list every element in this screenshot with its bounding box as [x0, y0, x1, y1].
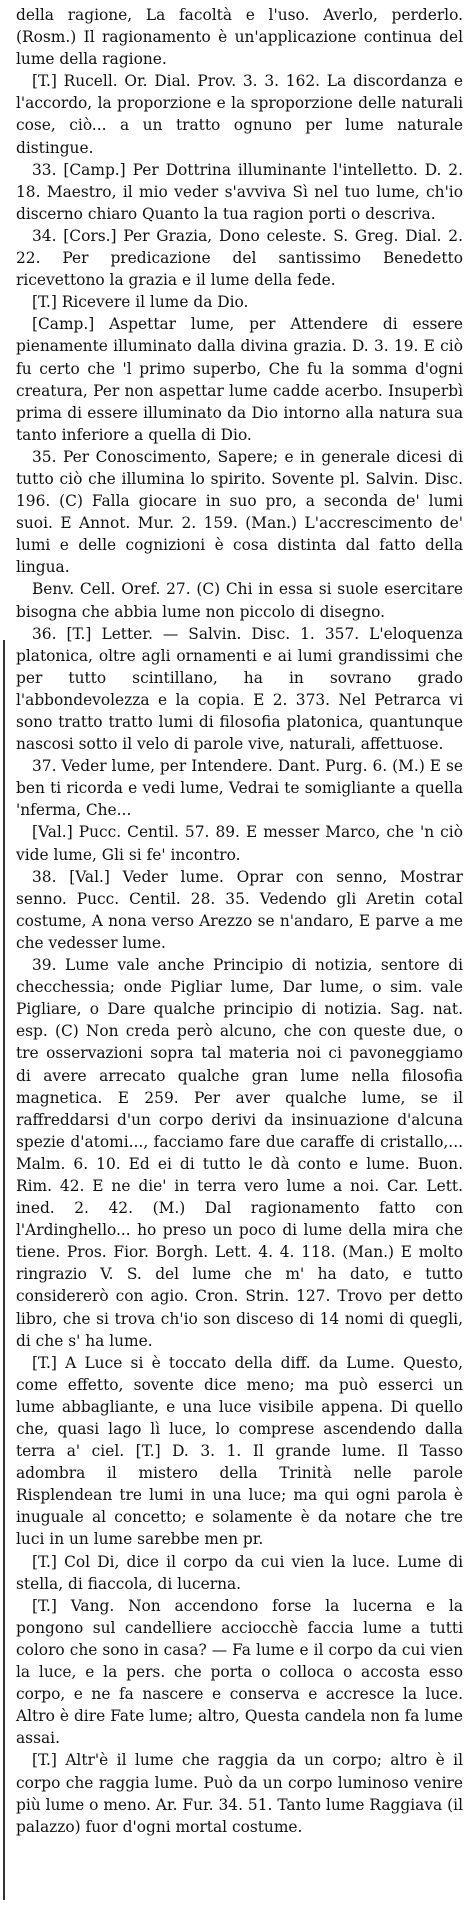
entry-paragraph: [T.] Col Di, dice il corpo da cui vien la luce. Lume di stella, di fiaccola, di lucerna. [16, 1552, 463, 1593]
entry-paragraph: [T.] Vang. Non accendono forse la lucerna e la pongono sul candelliere acciocchè faccia lume a tutti coloro che sono in casa? — Fa lume e il corpo da cui vien la luce, e la pers. che porta o colloca o accosta esso corpo, e ne fa nascere e conserva e accresce la luce. Altro è dire Fate lume; altro, Questa candela non fa lume assai. [16, 1596, 463, 1748]
dictionary-column [16, 4, 463, 1838]
entry-paragraph: Benv. Cell. Oref. 27. (C) Chi in essa si suole esercitare bisogna che abbia lume non piccolo di disegno. [16, 580, 463, 621]
entry-paragraph: [T.] A Luce si è toccato della diff. da Lume. Questo, come effetto, sovente dice meno; ma può esserci un lume abbagliante, e una luce visibile appena. Di quello che, quasi lago lì luce, lo comprese ascendendo dalla terra a' ciel. [T.] D. 3. 1. Il grande lume. Il Tasso adombra il mistero della Trinità nelle parole Risplendean tre lumi in una luce; ma qui ogni parola è inuguale al concetto; e solamente è da notare che tre luci in un lume sarebbe men pr. [16, 1353, 463, 1549]
entry-paragraph: [T.] Rucell. Or. Dial. Prov. 3. 3. 162. La discordanza e l'accordo, la proporzione e la sproporzione delle naturali cose, ciò... a un tratto ognuno per lume naturale distingue. [16, 72, 463, 157]
sense-38: 38. [Val.] Veder lume. Oprar con senno, Mostrar senno. Pucc. Centil. 28. 35. Vedendo gli Aretin cotal costume, A nona verso Arezzo se n'andaro, E parve a me che vedesser lume. [16, 867, 463, 952]
entry-paragraph: della ragione, La facoltà e l'uso. Averlo, perderlo. (Rosm.) Il ragionamento è un'applicazione continua del lume della ragione. [16, 6, 463, 69]
sense-35: 35. Per Conoscimento, Sapere; e in generale dicesi di tutto ciò che illumina lo spirito. Sovente pl. Salvin. Disc. 196. (C) Falla giocare in suo pro, a seconda de' lumi suoi. E Annot. Mur. 2. 159. (Man.) L'accrescimento de' lumi e delle cognizioni è cosa distinta dal fatto della lingua. [16, 447, 463, 577]
sense-34: 34. [Cors.] Per Grazia, Dono celeste. S. Greg. Dial. 2. 22. Per predicazione del santissimo Benedetto ricevettono la grazia e il lume della fede. [16, 226, 463, 290]
entry-paragraph: [Val.] Pucc. Centil. 57. 89. E messer Marco, che 'n ciò vide lume, Gli si fe' incontro. [16, 823, 463, 864]
sense-36: 36. [T.] Letter. — Salvin. Disc. 1. 357. L'eloquenza platonica, oltre agli ornamenti e ai lumi grandissimi che per tutto scintillano, ha in sovrano grado l'abbondevolezza e la copia. E 2. 373. Nel Petrarca vi sono tratto tratto lumi di filosofia platonica, quantunque nascosi sotto il velo di parole vive, naturali, affettuose. [16, 624, 463, 754]
margin-rule [3, 640, 5, 1900]
sense-37: 37. Veder lume, per Intendere. Dant. Purg. 6. (M.) E se ben ti ricorda e vedi lume, Vedrai te somigliante a quella 'nferma, Che... [16, 757, 463, 820]
entry-paragraph: [T.] Ricevere il lume da Dio. [32, 293, 249, 312]
entry-paragraph: [T.] Altr'è il lume che raggia da un corpo; altro è il corpo che raggia lume. Può da un corpo luminoso venire più lume o meno. Ar. Fur. 34. 51. Tanto lume Raggiava (il palazzo) fuor d'ogni mortal costume. [16, 1751, 463, 1836]
entry-paragraph: [Camp.] Aspettar lume, per Attendere di essere pienamente illuminato dalla divina grazia. D. 3. 19. E ciò fu certo che 'l primo superbo, Che fu la somma d'ogni creatura, Per non aspettar lume cadde acerbo. Insuperbì prima di essere illuminato da Dio intorno alla natura sua tanto inferiore a quella di Dio. [16, 315, 463, 444]
sense-39: 39. Lume vale anche Principio di notizia, sentore di checchessia; onde Pigliar lume, Dar lume, o sim. vale Pigliare, o Dare qualche principio di notizia. Sag. nat. esp. (C) Non creda però alcuno, che con queste due, o tre osservazioni sopra tal materia noi ci pavoneggiamo di avere arrecato qualche gran lume nella filosofia magnetica. E 259. Per aver qualche lume, se il raffreddarsi d'un corpo derivi da insinuazione d'alcuna spezie d'atomi..., facciamo fare due caraffe di cristallo,... Malm. 6. 10. Ed ei di tutto le dà conto e lume. Buon. Rim. 42. E ne die' in terra vero lume a noi. Car. Lett. ined. 2. 42. (M.) Dal ragionamento fatto con l'Ardinghello... ho preso un poco di lume della mira che tiene. Pros. Fior. Borgh. Lett. 4. 4. 118. (Man.) E molto ringrazio V. S. del lume che m' ha dato, e tutto considererò con agio. Cron. Strin. 127. Trovo per detto libro, che si trova ch'io son disceso di 14 nomi di quegli, di che s' ha lume. [16, 956, 463, 1350]
sense-33: 33. [Camp.] Per Dottrina illuminante l'intelletto. D. 2. 18. Maestro, il mio veder s'avviva Sì nel tuo lume, ch'io discerno chiaro Quanto la tua ragion porti o descriva. [16, 160, 463, 223]
